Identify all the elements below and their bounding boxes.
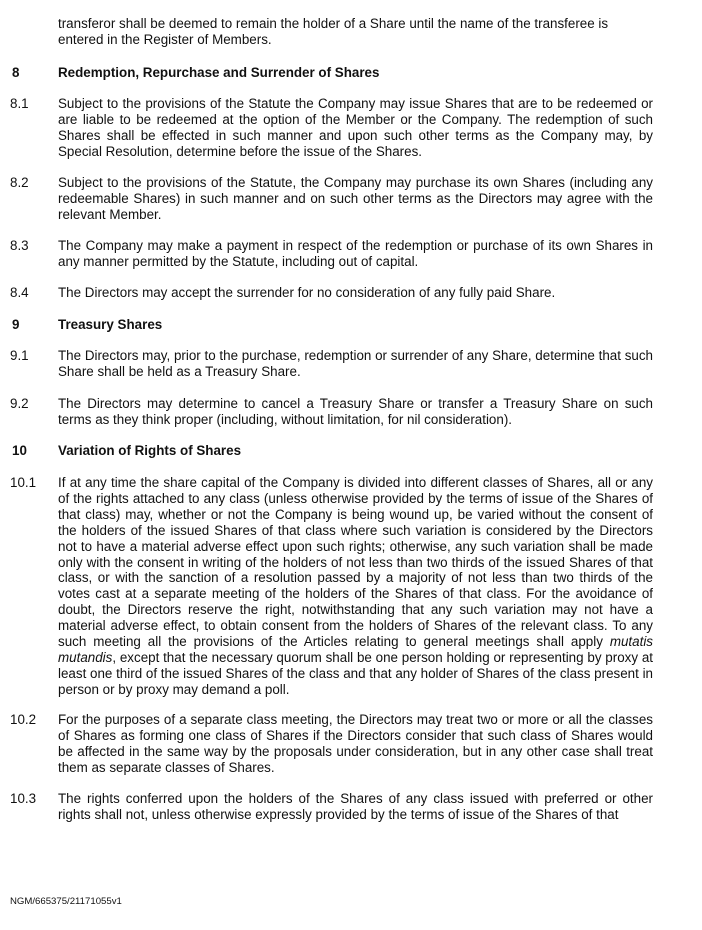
clause-text: Subject to the provisions of the Statute the Company may issue Shares that are to be redeemed or are liable to be redeemed at the option of the Member or the Company. The redemption of such Shares shall be effected in such manner and upon such other terms as the Company may, by Special Resolution, determine before the issue of the Shares.	[58, 96, 653, 159]
section-number: 10	[12, 443, 27, 458]
clause-text-part: If at any time the share capital of the Company is divided into different classes of Shares, all or any of the rights attached to any class (unless otherwise provided by the terms of issue of the Shares of that class) may, whether or not the Company is being wound up, be varied without the consent of the holders of the issued Shares of that class where such variation is considered by the Directors not to have a material adverse effect upon such rights; otherwise, any such variation shall be made only with the consent in writing of the holders of not less than two thirds of the issued Shares of that class, or with the sanction of a resolution passed by a majority of not less than two thirds of the votes cast at a separate meeting of the holders of the Shares of that class. For the avoidance of doubt, the Directors reserve the right, notwithstanding that any such variation may not have a material adverse effect, to obtain consent from the holders of Shares of the relevant class. To any such meeting all the provisions of the Articles relating to general meetings shall apply	[58, 475, 653, 650]
clause-number: 8.2	[10, 175, 29, 190]
section-heading: Treasury Shares	[58, 317, 163, 332]
latin-phrase: mutatis mutandis	[58, 634, 653, 665]
clause-number: 9.1	[10, 348, 29, 363]
clause-text: Subject to the provisions of the Statute, the Company may purchase its own Shares (including any redeemable Shares) in such manner and on such other terms as the Directors may agree with the relevant Member.	[58, 175, 653, 222]
clause-text	[58, 475, 653, 698]
clause-text-part: , except that the necessary quorum shall be one person holding or representing by proxy at least one third of the issued Shares of the class and that any holder of Shares of the class present in person or by proxy may demand a poll.	[58, 649, 653, 697]
clause-number: 8.3	[10, 238, 29, 253]
clause-number: 8.1	[10, 96, 29, 111]
clause-text: The Directors may accept the surrender for no consideration of any fully paid Share.	[58, 285, 556, 300]
clause-text: The rights conferred upon the holders of the Shares of any class issued with preferred or other rights shall not, unless otherwise expressly provided by the terms of issue of the Shares of that	[58, 791, 653, 822]
clause-text: For the purposes of a separate class meeting, the Directors may treat two or more or all the classes of Shares as forming one class of Shares if the Directors consider that such class of Shares would be affected in the same way by the proposals under consideration, but in any other case shall treat them as separate classes of Shares.	[58, 712, 653, 775]
section-number: 8	[12, 65, 20, 80]
clause-text: The Directors may determine to cancel a Treasury Share or transfer a Treasury Share on such terms as they think proper (including, without limitation, for nil consideration).	[58, 396, 653, 427]
clause-text: The Directors may, prior to the purchase, redemption or surrender of any Share, determine that such Share shall be held as a Treasury Share.	[58, 348, 653, 379]
document-reference: NGM/665375/21171055v1	[10, 896, 122, 907]
clause-number: 8.4	[10, 285, 29, 300]
lead-paragraph: transferor shall be deemed to remain the holder of a Share until the name of the transferee is entered in the Register of Members.	[58, 16, 609, 47]
section-number: 9	[12, 317, 20, 332]
clause-number: 10.3	[10, 791, 37, 806]
clause-number: 10.2	[10, 712, 37, 727]
clause-text: The Company may make a payment in respect of the redemption or purchase of its own Shares in any manner permitted by the Statute, including out of capital.	[58, 238, 653, 269]
clause-number: 9.2	[10, 396, 29, 411]
section-heading: Variation of Rights of Shares	[58, 443, 242, 458]
clause-number: 10.1	[10, 475, 37, 490]
section-heading: Redemption, Repurchase and Surrender of Shares	[58, 65, 380, 80]
